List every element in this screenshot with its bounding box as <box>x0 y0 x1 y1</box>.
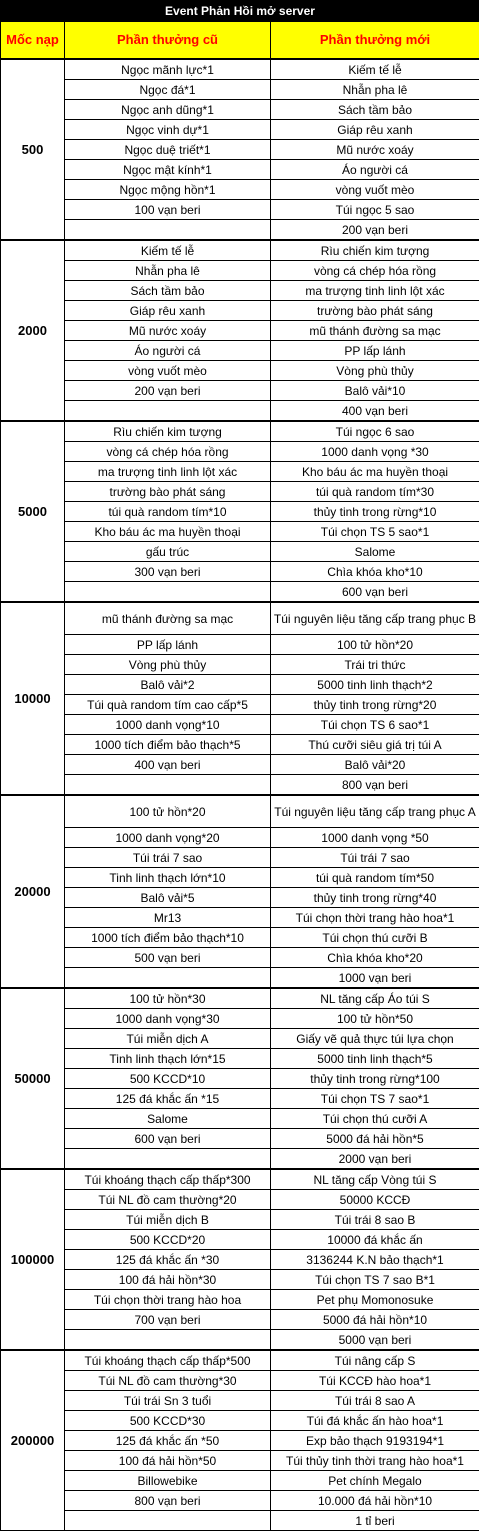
table-row <box>1 1350 479 1371</box>
old-reward-cell: Túi NL đồ cam thường*30 <box>65 1371 271 1391</box>
table-row <box>1 1129 479 1149</box>
table-row <box>1 1511 479 1531</box>
old-reward-cell: 600 vạn beri <box>65 1129 271 1149</box>
table-row <box>1 1210 479 1230</box>
table-row <box>1 281 479 301</box>
old-reward-cell: Ngọc mộng hồn*1 <box>65 180 271 200</box>
new-reward-cell: Túi chọn thời trang hào hoa*1 <box>271 908 479 928</box>
new-reward-cell: Rìu chiến kim tượng <box>271 240 479 261</box>
old-reward-cell <box>65 1511 271 1531</box>
table-row <box>1 1471 479 1491</box>
table-row <box>1 1270 479 1290</box>
table-row <box>1 888 479 908</box>
new-reward-cell: Túi trái 7 sao <box>271 848 479 868</box>
old-reward-cell <box>65 401 271 422</box>
new-reward-cell: Túi nguyên liệu tăng cấp trang phục A <box>271 795 479 828</box>
new-reward-cell: Thú cưỡi siêu giá trị túi A <box>271 735 479 755</box>
table-row <box>1 735 479 755</box>
table-row <box>1 1290 479 1310</box>
new-reward-cell: 100 tử hồn*20 <box>271 635 479 655</box>
table-row <box>1 968 479 989</box>
table-row <box>1 482 479 502</box>
new-reward-cell: Túi trái 8 sao A <box>271 1391 479 1411</box>
table-row <box>1 522 479 542</box>
table-row <box>1 421 479 442</box>
table-row <box>1 261 479 281</box>
old-reward-cell: vòng vuốt mèo <box>65 361 271 381</box>
old-reward-cell: 100 đá hải hồn*30 <box>65 1270 271 1290</box>
old-reward-cell: 1000 danh vọng*20 <box>65 828 271 848</box>
header-tier: Mốc nạp <box>1 22 65 60</box>
new-reward-cell: Exp bảo thạch 9193194*1 <box>271 1431 479 1451</box>
old-reward-cell: vòng cá chép hóa rồng <box>65 442 271 462</box>
old-reward-cell: 200 vạn beri <box>65 381 271 401</box>
old-reward-cell: Billowebike <box>65 1471 271 1491</box>
table-row <box>1 695 479 715</box>
old-reward-cell: Ngọc duệ triết*1 <box>65 140 271 160</box>
new-reward-cell: 10.000 đá hải hồn*10 <box>271 1491 479 1511</box>
old-reward-cell: Tinh linh thạch lớn*10 <box>65 868 271 888</box>
table-row <box>1 1089 479 1109</box>
old-reward-cell: Ngọc đá*1 <box>65 80 271 100</box>
table-row <box>1 655 479 675</box>
new-reward-cell: Túi nguyên liệu tăng cấp trang phục B <box>271 602 479 635</box>
tier-amount: 500 <box>1 59 65 240</box>
old-reward-cell: 300 vạn beri <box>65 562 271 582</box>
new-reward-cell: Túi chọn TS 6 sao*1 <box>271 715 479 735</box>
old-reward-cell: mũ thánh đường sa mạc <box>65 602 271 635</box>
old-reward-cell: Túi trái 7 sao <box>65 848 271 868</box>
table-row <box>1 59 479 80</box>
old-reward-cell: 125 đá khắc ấn *15 <box>65 1089 271 1109</box>
table-row <box>1 1250 479 1270</box>
old-reward-cell: Giáp rêu xanh <box>65 301 271 321</box>
old-reward-cell: Áo người cá <box>65 341 271 361</box>
old-reward-cell: gấu trúc <box>65 542 271 562</box>
new-reward-cell: 2000 vạn beri <box>271 1149 479 1170</box>
table-row <box>1 948 479 968</box>
table-title: Event Phản Hồi mở server <box>1 1 479 22</box>
tier-amount: 200000 <box>1 1350 65 1531</box>
new-reward-cell: 1000 danh vọng *50 <box>271 828 479 848</box>
old-reward-cell: 400 vạn beri <box>65 755 271 775</box>
new-reward-cell: Túi chọn thú cưỡi B <box>271 928 479 948</box>
table-row <box>1 868 479 888</box>
old-reward-cell: 800 vạn beri <box>65 1491 271 1511</box>
table-row <box>1 180 479 200</box>
new-reward-cell: Túi chọn TS 7 sao B*1 <box>271 1270 479 1290</box>
table-row <box>1 1491 479 1511</box>
new-reward-cell: túi quà random tím*30 <box>271 482 479 502</box>
table-row <box>1 1330 479 1351</box>
new-reward-cell: 5000 tinh linh thạch*5 <box>271 1049 479 1069</box>
new-reward-cell: Kho báu ác ma huyền thoại <box>271 462 479 482</box>
new-reward-cell: Túi ngọc 6 sao <box>271 421 479 442</box>
table-row <box>1 542 479 562</box>
table-row <box>1 321 479 341</box>
old-reward-cell: 1000 tích điểm bảo thạch*10 <box>65 928 271 948</box>
table-row <box>1 928 479 948</box>
new-reward-cell: NL tăng cấp Vòng túi S <box>271 1169 479 1190</box>
table-row <box>1 341 479 361</box>
old-reward-cell: Ngọc vinh dự*1 <box>65 120 271 140</box>
table-row <box>1 848 479 868</box>
new-reward-cell: 1000 vạn beri <box>271 968 479 989</box>
table-row <box>1 1230 479 1250</box>
new-reward-cell: 10000 đá khắc ấn <box>271 1230 479 1250</box>
table-row <box>1 381 479 401</box>
old-reward-cell: Mr13 <box>65 908 271 928</box>
old-reward-cell: Ngọc anh dũng*1 <box>65 100 271 120</box>
old-reward-cell: Tinh linh thạch lớn*15 <box>65 1049 271 1069</box>
table-row <box>1 442 479 462</box>
old-reward-cell: 1000 danh vọng*10 <box>65 715 271 735</box>
table-body <box>1 59 479 1531</box>
old-reward-cell <box>65 1330 271 1351</box>
old-reward-cell <box>65 775 271 796</box>
new-reward-cell: 1000 danh vọng *30 <box>271 442 479 462</box>
old-reward-cell: 1000 danh vọng*30 <box>65 1009 271 1029</box>
new-reward-cell: thủy tinh trong rừng*10 <box>271 502 479 522</box>
old-reward-cell: Ngọc mãnh lực*1 <box>65 59 271 80</box>
table-row <box>1 361 479 381</box>
new-reward-cell: Nhẫn pha lê <box>271 80 479 100</box>
table-row <box>1 1169 479 1190</box>
new-reward-cell: Mũ nước xoáy <box>271 140 479 160</box>
new-reward-cell: Túi trái 8 sao B <box>271 1210 479 1230</box>
new-reward-cell: 3136244 K.N bảo thạch*1 <box>271 1250 479 1270</box>
old-reward-cell: Túi chọn thời trang hào hoa <box>65 1290 271 1310</box>
new-reward-cell: 400 vạn beri <box>271 401 479 422</box>
new-reward-cell: Áo người cá <box>271 160 479 180</box>
table-row <box>1 602 479 635</box>
table-row <box>1 582 479 603</box>
new-reward-cell: Túi chọn TS 7 sao*1 <box>271 1089 479 1109</box>
old-reward-cell: Kiếm tế lễ <box>65 240 271 261</box>
table-row <box>1 120 479 140</box>
table-row <box>1 200 479 220</box>
new-reward-cell: Chìa khóa kho*20 <box>271 948 479 968</box>
old-reward-cell: Ngọc mật kính*1 <box>65 160 271 180</box>
new-reward-cell: Kiếm tế lễ <box>271 59 479 80</box>
old-reward-cell: 125 đá khắc ấn *30 <box>65 1250 271 1270</box>
old-reward-cell: Túi khoáng thạch cấp thấp*300 <box>65 1169 271 1190</box>
new-reward-cell: 800 vạn beri <box>271 775 479 796</box>
old-reward-cell: 1000 tích điểm bảo thạch*5 <box>65 735 271 755</box>
new-reward-cell: Sách tầm bảo <box>271 100 479 120</box>
old-reward-cell: 500 KCCD*20 <box>65 1230 271 1250</box>
old-reward-cell: Túi miễn dịch B <box>65 1210 271 1230</box>
table-row <box>1 240 479 261</box>
old-reward-cell: Túi miễn dịch A <box>65 1029 271 1049</box>
table-row <box>1 1069 479 1089</box>
table-row <box>1 562 479 582</box>
new-reward-cell: 5000 đá hải hồn*5 <box>271 1129 479 1149</box>
new-reward-cell: 600 vạn beri <box>271 582 479 603</box>
header-old-rewards: Phần thưởng cũ <box>65 22 271 60</box>
table-row <box>1 635 479 655</box>
new-reward-cell: 200 vạn beri <box>271 220 479 241</box>
old-reward-cell: Nhẫn pha lê <box>65 261 271 281</box>
old-reward-cell: 100 vạn beri <box>65 200 271 220</box>
new-reward-cell: Balô vải*20 <box>271 755 479 775</box>
new-reward-cell: PP lấp lánh <box>271 341 479 361</box>
header-new-rewards: Phần thưởng mới <box>271 22 479 60</box>
table-row <box>1 462 479 482</box>
new-reward-cell: NL tăng cấp Áo túi S <box>271 988 479 1009</box>
table-row <box>1 1049 479 1069</box>
table-row <box>1 715 479 735</box>
old-reward-cell: 100 đá hải hồn*50 <box>65 1451 271 1471</box>
old-reward-cell: 100 tử hồn*30 <box>65 988 271 1009</box>
old-reward-cell: Balô vải*5 <box>65 888 271 908</box>
old-reward-cell <box>65 968 271 989</box>
new-reward-cell: Túi chọn thú cưỡi A <box>271 1109 479 1129</box>
tier-amount: 5000 <box>1 421 65 602</box>
old-reward-cell: Salome <box>65 1109 271 1129</box>
table-row <box>1 1009 479 1029</box>
new-reward-cell: 100 tử hồn*50 <box>271 1009 479 1029</box>
old-reward-cell: túi quà random tím*10 <box>65 502 271 522</box>
new-reward-cell: 5000 vạn beri <box>271 1330 479 1351</box>
old-reward-cell: 500 KCCD*30 <box>65 1411 271 1431</box>
old-reward-cell: ma trượng tinh linh lột xác <box>65 462 271 482</box>
table-row <box>1 1190 479 1210</box>
new-reward-cell: Túi thủy tinh thời trang hào hoa*1 <box>271 1451 479 1471</box>
table-row <box>1 775 479 796</box>
new-reward-cell: Pet chính Megalo <box>271 1471 479 1491</box>
table-row <box>1 1109 479 1129</box>
new-reward-cell: 1 tỉ beri <box>271 1511 479 1531</box>
old-reward-cell: Mũ nước xoáy <box>65 321 271 341</box>
new-reward-cell: Túi ngọc 5 sao <box>271 200 479 220</box>
title-row <box>1 1 479 22</box>
table-row <box>1 828 479 848</box>
table-row <box>1 301 479 321</box>
old-reward-cell <box>65 1149 271 1170</box>
table-row <box>1 1029 479 1049</box>
old-reward-cell: 100 tử hồn*20 <box>65 795 271 828</box>
new-reward-cell: thủy tinh trong rừng*20 <box>271 695 479 715</box>
old-reward-cell: PP lấp lánh <box>65 635 271 655</box>
new-reward-cell: Túi KCCĐ hào hoa*1 <box>271 1371 479 1391</box>
tier-amount: 10000 <box>1 602 65 795</box>
old-reward-cell: 700 vạn beri <box>65 1310 271 1330</box>
new-reward-cell: Balô vải*10 <box>271 381 479 401</box>
table-row <box>1 795 479 828</box>
tier-amount: 2000 <box>1 240 65 421</box>
new-reward-cell: Túi chọn TS 5 sao*1 <box>271 522 479 542</box>
new-reward-cell: 50000 KCCĐ <box>271 1190 479 1210</box>
table-row <box>1 401 479 422</box>
new-reward-cell: ma trượng tinh linh lột xác <box>271 281 479 301</box>
new-reward-cell: trường bào phát sáng <box>271 301 479 321</box>
table-row <box>1 220 479 241</box>
header-row <box>1 22 479 60</box>
table-row <box>1 1411 479 1431</box>
old-reward-cell <box>65 220 271 241</box>
table-row <box>1 908 479 928</box>
new-reward-cell: vòng vuốt mèo <box>271 180 479 200</box>
old-reward-cell: 500 KCCD*10 <box>65 1069 271 1089</box>
table-row <box>1 988 479 1009</box>
old-reward-cell: 500 vạn beri <box>65 948 271 968</box>
old-reward-cell: Rìu chiến kim tượng <box>65 421 271 442</box>
old-reward-cell: Túi quà random tím cao cấp*5 <box>65 695 271 715</box>
table-row <box>1 80 479 100</box>
new-reward-cell: vòng cá chép hóa rồng <box>271 261 479 281</box>
old-reward-cell: Vòng phù thủy <box>65 655 271 675</box>
new-reward-cell: Túi đá khắc ấn hào hoa*1 <box>271 1411 479 1431</box>
table-row <box>1 502 479 522</box>
table-row <box>1 1451 479 1471</box>
new-reward-cell: mũ thánh đường sa mạc <box>271 321 479 341</box>
old-reward-cell: Balô vải*2 <box>65 675 271 695</box>
new-reward-cell: Túi nâng cấp S <box>271 1350 479 1371</box>
new-reward-cell: Salome <box>271 542 479 562</box>
table-row <box>1 1371 479 1391</box>
table-row <box>1 755 479 775</box>
table-row <box>1 675 479 695</box>
old-reward-cell: Túi NL đồ cam thường*20 <box>65 1190 271 1210</box>
tier-amount: 50000 <box>1 988 65 1169</box>
new-reward-cell: thủy tinh trong rừng*40 <box>271 888 479 908</box>
table-row <box>1 1149 479 1170</box>
old-reward-cell: Sách tầm bảo <box>65 281 271 301</box>
old-reward-cell <box>65 582 271 603</box>
table-row <box>1 1391 479 1411</box>
table-row <box>1 100 479 120</box>
old-reward-cell: 125 đá khắc ấn *50 <box>65 1431 271 1451</box>
old-reward-cell: trường bào phát sáng <box>65 482 271 502</box>
table-row <box>1 160 479 180</box>
table-row <box>1 1431 479 1451</box>
old-reward-cell: Kho báu ác ma huyền thoại <box>65 522 271 542</box>
new-reward-cell: Giấy vẽ quả thực túi lựa chọn <box>271 1029 479 1049</box>
tier-amount: 100000 <box>1 1169 65 1350</box>
new-reward-cell: túi quà random tím*50 <box>271 868 479 888</box>
tier-amount: 20000 <box>1 795 65 988</box>
new-reward-cell: Vòng phù thủy <box>271 361 479 381</box>
table-row <box>1 1310 479 1330</box>
new-reward-cell: Trái tri thức <box>271 655 479 675</box>
new-reward-cell: 5000 đá hải hồn*10 <box>271 1310 479 1330</box>
new-reward-cell: 5000 tinh linh thạch*2 <box>271 675 479 695</box>
old-reward-cell: Túi trái Sn 3 tuổi <box>65 1391 271 1411</box>
new-reward-cell: thủy tinh trong rừng*100 <box>271 1069 479 1089</box>
new-reward-cell: Chìa khóa kho*10 <box>271 562 479 582</box>
old-reward-cell: Túi khoáng thạch cấp thấp*500 <box>65 1350 271 1371</box>
table-row <box>1 140 479 160</box>
new-reward-cell: Giáp rêu xanh <box>271 120 479 140</box>
new-reward-cell: Pet phụ Momonosuke <box>271 1290 479 1310</box>
